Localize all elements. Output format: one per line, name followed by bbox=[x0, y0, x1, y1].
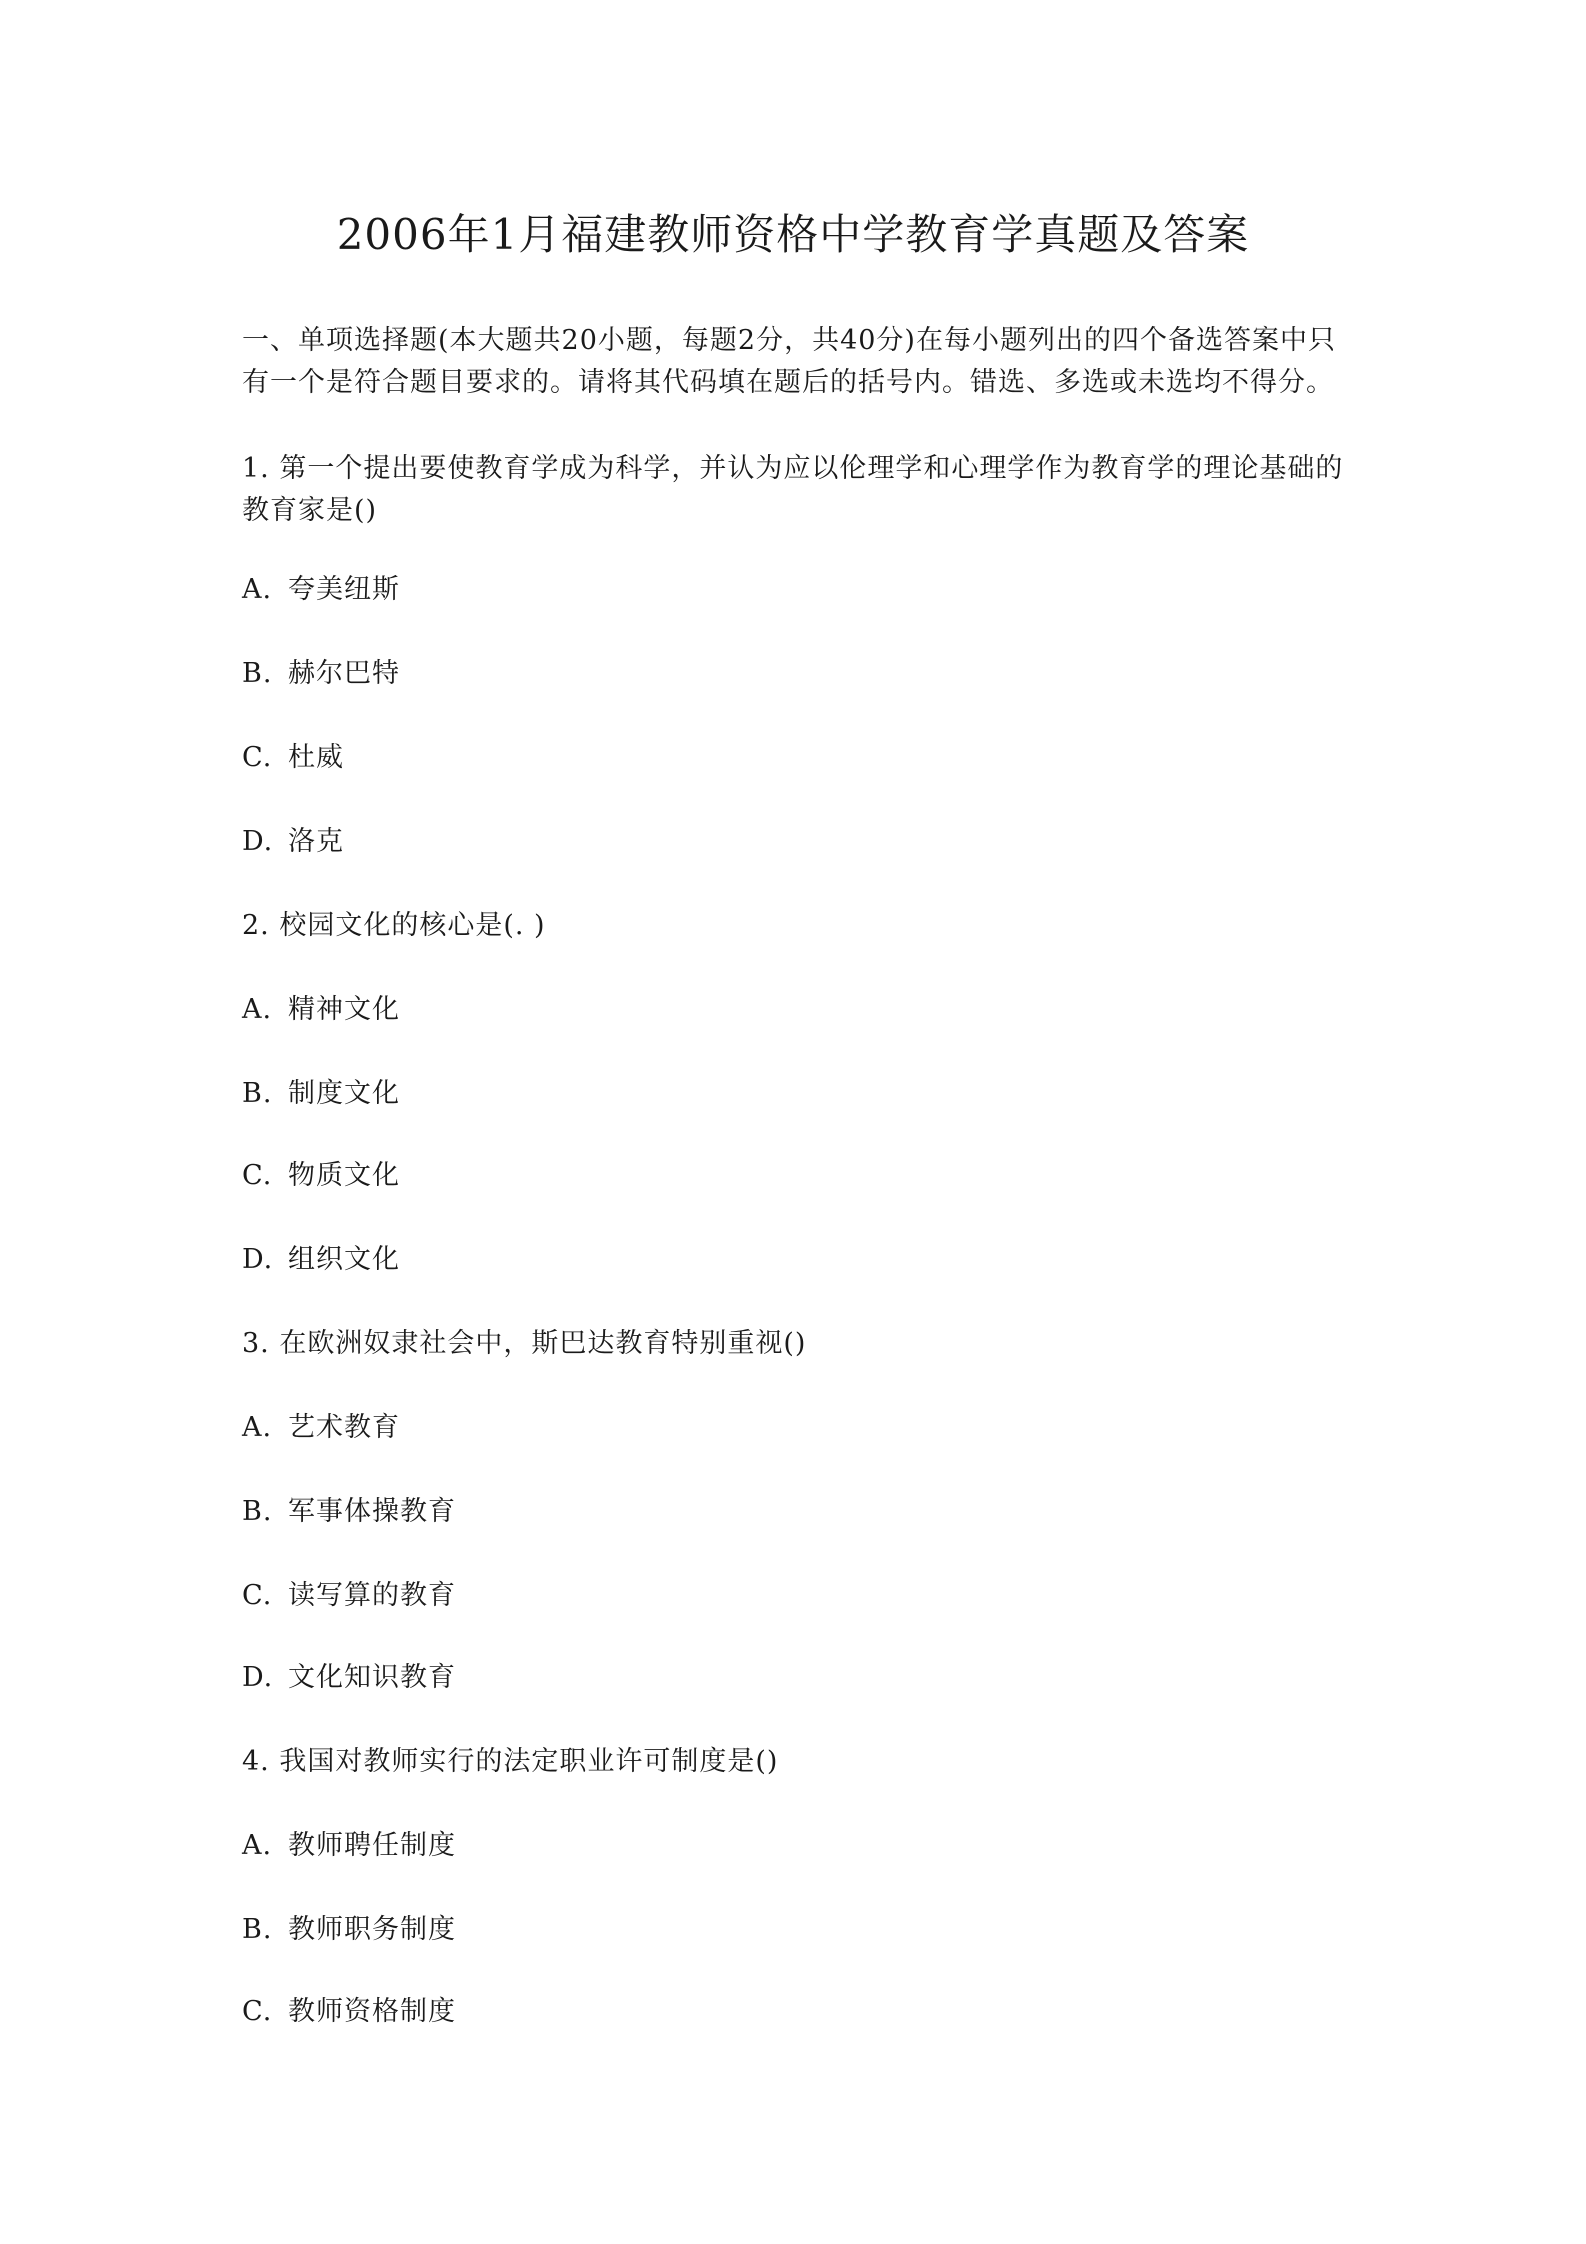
option-letter: A. bbox=[242, 1412, 273, 1443]
question-3-option-b bbox=[242, 1492, 456, 1532]
option-letter: D. bbox=[242, 826, 274, 857]
option-letter: B. bbox=[242, 1078, 273, 1109]
option-text: 洛克 bbox=[288, 826, 344, 857]
option-letter: A. bbox=[242, 1830, 273, 1861]
option-text: 制度文化 bbox=[288, 1078, 400, 1109]
option-letter: B. bbox=[242, 1914, 273, 1945]
question-3-option-d bbox=[242, 1658, 456, 1698]
option-text: 文化知识教育 bbox=[288, 1662, 456, 1693]
question-1-text: 1. 第一个提出要使教育学成为科学，并认为应以伦理学和心理学作为教育学的理论基础的教育家是() bbox=[242, 453, 1344, 526]
option-letter: C. bbox=[242, 1160, 273, 1191]
option-text: 教师资格制度 bbox=[288, 1996, 456, 2027]
option-letter: D. bbox=[242, 1662, 274, 1693]
question-2-text: 2. 校园文化的核心是(. ) bbox=[242, 910, 546, 941]
question-4-option-a bbox=[242, 1826, 456, 1866]
option-text: 读写算的教育 bbox=[288, 1580, 456, 1611]
option-letter: A. bbox=[242, 574, 273, 605]
question-3-text: 3. 在欧洲奴隶社会中，斯巴达教育特别重视() bbox=[242, 1328, 807, 1359]
option-text: 夸美纽斯 bbox=[288, 574, 400, 605]
question-3-option-a bbox=[242, 1408, 400, 1448]
question-3-option-c bbox=[242, 1576, 456, 1616]
option-letter: B. bbox=[242, 1496, 273, 1527]
option-letter: D. bbox=[242, 1244, 274, 1275]
option-letter: C. bbox=[242, 742, 273, 773]
question-2-option-a bbox=[242, 990, 400, 1030]
option-text: 物质文化 bbox=[288, 1160, 400, 1191]
option-letter: A. bbox=[242, 994, 273, 1025]
option-letter: C. bbox=[242, 1580, 273, 1611]
question-4-option-b bbox=[242, 1910, 456, 1950]
question-2-option-c bbox=[242, 1156, 400, 1196]
question-1-option-a bbox=[242, 570, 400, 610]
question-4-option-c bbox=[242, 1992, 456, 2032]
question-2-option-b bbox=[242, 1074, 400, 1114]
option-text: 军事体操教育 bbox=[288, 1496, 456, 1527]
question-1-option-d bbox=[242, 822, 344, 862]
option-text: 赫尔巴特 bbox=[288, 658, 400, 689]
document-title: 2006年1月福建教师资格中学教育学真题及答案 bbox=[336, 210, 1250, 259]
section-instructions: 一、单项选择题(本大题共20小题，每题2分，共40分)在每小题列出的四个备选答案中只有一个是符合题目要求的。请将其代码填在题后的括号内。错选、多选或未选均不得分。 bbox=[242, 325, 1336, 398]
option-text: 教师聘任制度 bbox=[288, 1830, 456, 1861]
option-letter: C. bbox=[242, 1996, 273, 2027]
option-text: 组织文化 bbox=[288, 1244, 400, 1275]
question-1-option-c bbox=[242, 738, 344, 778]
question-4-text: 4. 我国对教师实行的法定职业许可制度是() bbox=[242, 1746, 779, 1777]
question-2-option-d bbox=[242, 1240, 400, 1280]
option-text: 杜威 bbox=[288, 742, 344, 773]
option-text: 艺术教育 bbox=[288, 1412, 400, 1443]
option-text: 精神文化 bbox=[288, 994, 400, 1025]
option-letter: B. bbox=[242, 658, 273, 689]
option-text: 教师职务制度 bbox=[288, 1914, 456, 1945]
question-1-option-b bbox=[242, 654, 400, 694]
